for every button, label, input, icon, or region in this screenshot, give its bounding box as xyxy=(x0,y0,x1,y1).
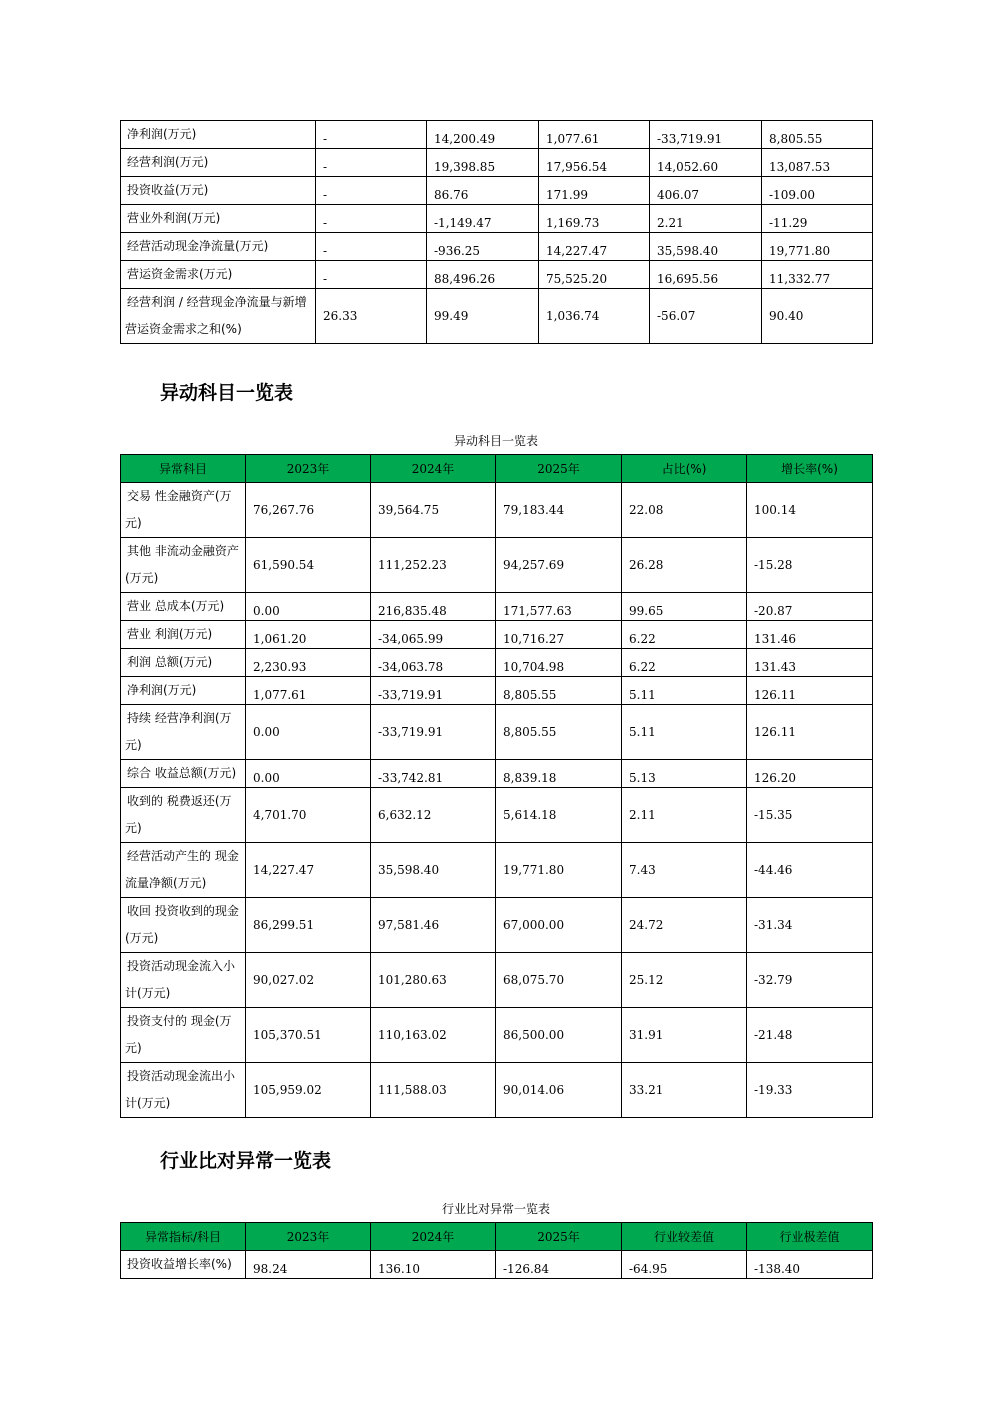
row-label: 净利润(万元) xyxy=(121,677,246,705)
cell-value: 19,771.80 xyxy=(503,863,565,877)
cell-value: -21.48 xyxy=(754,1028,793,1042)
row-label: 营业 总成本(万元) xyxy=(121,593,246,621)
cell-value: 86,299.51 xyxy=(253,918,315,932)
cell-value: 6.22 xyxy=(629,659,656,674)
cell-value: - xyxy=(323,215,328,230)
cell-value: 61,590.54 xyxy=(253,558,315,572)
row-label: 综合 收益总额(万元) xyxy=(121,760,246,788)
cell-value: 10,716.27 xyxy=(503,631,565,646)
table-row xyxy=(121,149,873,177)
table-row xyxy=(121,205,873,233)
cell-value: 110,163.02 xyxy=(378,1028,447,1042)
cell-value: 99.65 xyxy=(629,603,664,618)
table-row xyxy=(121,953,873,1008)
cell-value: 5.11 xyxy=(629,687,656,702)
column-header: 行业极差值 xyxy=(747,1223,873,1251)
cell-value: 2.11 xyxy=(629,808,656,822)
cell-value: -64.95 xyxy=(629,1261,668,1276)
cell-value: 16,695.56 xyxy=(657,271,719,286)
cell-value: 90,014.06 xyxy=(503,1083,565,1097)
cell-value: -33,719.91 xyxy=(378,725,444,739)
cell-value: 90.40 xyxy=(769,309,804,323)
cell-value: -33,719.91 xyxy=(657,131,723,146)
cell-value: -936.25 xyxy=(434,243,481,258)
cell-value: -56.07 xyxy=(657,309,696,323)
cell-value: 19,771.80 xyxy=(769,243,831,258)
cell-value: 79,183.44 xyxy=(503,503,565,517)
cell-value: 1,169.73 xyxy=(546,215,600,230)
row-label: 投资支付的 现金(万元) xyxy=(121,1008,246,1063)
table-header-row xyxy=(121,455,873,483)
column-header: 2024年 xyxy=(371,455,496,483)
cell-value: -20.87 xyxy=(754,603,793,618)
table-header-row xyxy=(121,1223,873,1251)
table-row xyxy=(121,121,873,149)
cell-value: - xyxy=(323,187,328,202)
cell-value: 25.12 xyxy=(629,973,664,987)
table-row xyxy=(121,677,873,705)
row-label: 投资收益(万元) xyxy=(121,177,316,205)
table-caption: 行业比对异常一览表 xyxy=(441,1202,550,1216)
column-header: 行业较差值 xyxy=(622,1223,747,1251)
section-heading-abnormal-items: 异动科目一览表 xyxy=(160,382,294,404)
cell-value: 14,227.47 xyxy=(546,243,608,258)
cell-value: 98.24 xyxy=(253,1261,288,1276)
cell-value: 8,805.55 xyxy=(769,131,823,146)
cell-value: 10,704.98 xyxy=(503,659,565,674)
cell-value: -34,063.78 xyxy=(378,659,444,674)
column-header: 增长率(%) xyxy=(747,455,873,483)
cell-value: -11.29 xyxy=(769,215,808,230)
cell-value: 31.91 xyxy=(629,1028,664,1042)
cell-value: 1,061.20 xyxy=(253,631,307,646)
cell-value: 19,398.85 xyxy=(434,159,496,174)
cell-value: 111,588.03 xyxy=(378,1083,447,1097)
cell-value: -15.28 xyxy=(754,558,793,572)
row-label: 持续 经营净利润(万元) xyxy=(121,705,246,760)
abnormal-items-table xyxy=(120,454,873,1118)
cell-value: 94,257.69 xyxy=(503,558,565,572)
cell-value: 14,227.47 xyxy=(253,863,315,877)
table-row xyxy=(121,788,873,843)
cell-value: 17,956.54 xyxy=(546,159,608,174)
cell-value: - xyxy=(323,271,328,286)
cell-value: 2.21 xyxy=(657,215,684,230)
cell-value: 406.07 xyxy=(657,187,699,202)
cell-value: -15.35 xyxy=(754,808,793,822)
cell-value: 35,598.40 xyxy=(657,243,719,258)
cell-value: -33,742.81 xyxy=(378,770,444,785)
row-label: 其他 非流动金融资产(万元) xyxy=(121,538,246,593)
table-row xyxy=(121,233,873,261)
table-row xyxy=(121,483,873,538)
table-row xyxy=(121,261,873,289)
financial-summary-table xyxy=(120,120,873,344)
cell-value: 99.49 xyxy=(434,309,469,323)
table-row xyxy=(121,760,873,788)
cell-value: -109.00 xyxy=(769,187,816,202)
row-label: 经营利润(万元) xyxy=(121,149,316,177)
cell-value: -32.79 xyxy=(754,973,793,987)
cell-value: 131.43 xyxy=(754,659,796,674)
cell-value: -34,065.99 xyxy=(378,631,444,646)
cell-value: 0.00 xyxy=(253,603,280,618)
table-row xyxy=(121,593,873,621)
cell-value: 6.22 xyxy=(629,631,656,646)
cell-value: 5.13 xyxy=(629,770,656,785)
cell-value: -31.34 xyxy=(754,918,793,932)
cell-value: - xyxy=(323,131,328,146)
row-label: 营运资金需求(万元) xyxy=(121,261,316,289)
cell-value: 126.20 xyxy=(754,770,796,785)
industry-comparison-table xyxy=(120,1222,873,1279)
column-header: 异常指标/科目 xyxy=(121,1223,246,1251)
cell-value: 13,087.53 xyxy=(769,159,831,174)
cell-value: 126.11 xyxy=(754,725,796,739)
row-label: 营业 利润(万元) xyxy=(121,621,246,649)
cell-value: 6,632.12 xyxy=(378,808,432,822)
row-label: 投资活动现金流出小计(万元) xyxy=(121,1063,246,1118)
cell-value: 67,000.00 xyxy=(503,918,565,932)
cell-value: 126.11 xyxy=(754,687,796,702)
cell-value: -126.84 xyxy=(503,1261,550,1276)
cell-value: 105,370.51 xyxy=(253,1028,322,1042)
column-header: 异常科目 xyxy=(121,455,246,483)
table-row xyxy=(121,289,873,344)
cell-value: 8,805.55 xyxy=(503,725,557,739)
column-header: 2023年 xyxy=(246,1223,371,1251)
cell-value: 86,500.00 xyxy=(503,1028,565,1042)
cell-value: 100.14 xyxy=(754,503,796,517)
cell-value: 5,614.18 xyxy=(503,808,557,822)
row-label: 营业外利润(万元) xyxy=(121,205,316,233)
column-header: 2024年 xyxy=(371,1223,496,1251)
cell-value: -138.40 xyxy=(754,1261,801,1276)
cell-value: 39,564.75 xyxy=(378,503,440,517)
cell-value: -44.46 xyxy=(754,863,793,877)
table-row xyxy=(121,538,873,593)
cell-value: 24.72 xyxy=(629,918,664,932)
cell-value: 68,075.70 xyxy=(503,973,565,987)
column-header: 2025年 xyxy=(496,1223,622,1251)
table-caption: 异动科目一览表 xyxy=(453,434,538,448)
cell-value: 7.43 xyxy=(629,863,656,877)
cell-value: 5.11 xyxy=(629,725,656,739)
row-label: 收回 投资收到的现金(万元) xyxy=(121,898,246,953)
row-label: 投资活动现金流入小计(万元) xyxy=(121,953,246,1008)
cell-value: 90,027.02 xyxy=(253,973,315,987)
cell-value: 14,200.49 xyxy=(434,131,496,146)
cell-value: 105,959.02 xyxy=(253,1083,322,1097)
cell-value: 22.08 xyxy=(629,503,664,517)
column-header: 2023年 xyxy=(246,455,371,483)
cell-value: 171,577.63 xyxy=(503,603,572,618)
row-label: 经营活动现金净流量(万元) xyxy=(121,233,316,261)
column-header: 占比(%) xyxy=(622,455,747,483)
cell-value: 33.21 xyxy=(629,1083,664,1097)
cell-value: 0.00 xyxy=(253,770,280,785)
column-header: 2025年 xyxy=(496,455,622,483)
cell-value: 1,036.74 xyxy=(546,309,600,323)
cell-value: 2,230.93 xyxy=(253,659,307,674)
row-label: 净利润(万元) xyxy=(121,121,316,149)
row-label: 利润 总额(万元) xyxy=(121,649,246,677)
cell-value: 26.28 xyxy=(629,558,664,572)
table-row xyxy=(121,705,873,760)
table-row xyxy=(121,898,873,953)
row-label: 经营活动产生的 现金流量净额(万元) xyxy=(121,843,246,898)
cell-value: -33,719.91 xyxy=(378,687,444,702)
cell-value: -1,149.47 xyxy=(434,215,492,230)
cell-value: 1,077.61 xyxy=(546,131,600,146)
row-label: 经营利润 / 经营现金净流量与新增营运资金需求之和(%) xyxy=(121,289,316,344)
cell-value: 11,332.77 xyxy=(769,271,831,286)
cell-value: 86.76 xyxy=(434,187,469,202)
cell-value: 76,267.76 xyxy=(253,503,315,517)
table-row xyxy=(121,1008,873,1063)
row-label: 收到的 税费返还(万元) xyxy=(121,788,246,843)
table-row xyxy=(121,1063,873,1118)
cell-value: 75,525.20 xyxy=(546,271,608,286)
cell-value: 136.10 xyxy=(378,1261,420,1276)
cell-value: 88,496.26 xyxy=(434,271,496,286)
table-row xyxy=(121,649,873,677)
cell-value: 14,052.60 xyxy=(657,159,719,174)
cell-value: 35,598.40 xyxy=(378,863,440,877)
cell-value: 97,581.46 xyxy=(378,918,440,932)
cell-value: 8,805.55 xyxy=(503,687,557,702)
cell-value: 131.46 xyxy=(754,631,796,646)
table-row xyxy=(121,843,873,898)
cell-value: - xyxy=(323,159,328,174)
cell-value: -19.33 xyxy=(754,1083,793,1097)
cell-value: 0.00 xyxy=(253,725,280,739)
table-row xyxy=(121,177,873,205)
row-label: 投资收益增长率(%) xyxy=(121,1251,246,1279)
row-label: 交易 性金融资产(万元) xyxy=(121,483,246,538)
cell-value: 216,835.48 xyxy=(378,603,447,618)
cell-value: 1,077.61 xyxy=(253,687,307,702)
cell-value: 26.33 xyxy=(323,309,358,323)
table-row xyxy=(121,1251,873,1279)
cell-value: - xyxy=(323,243,328,258)
cell-value: 8,839.18 xyxy=(503,770,557,785)
cell-value: 101,280.63 xyxy=(378,973,447,987)
cell-value: 4,701.70 xyxy=(253,808,307,822)
cell-value: 171.99 xyxy=(546,187,588,202)
section-heading-industry-comparison: 行业比对异常一览表 xyxy=(160,1150,332,1172)
cell-value: 111,252.23 xyxy=(378,558,447,572)
table-row xyxy=(121,621,873,649)
